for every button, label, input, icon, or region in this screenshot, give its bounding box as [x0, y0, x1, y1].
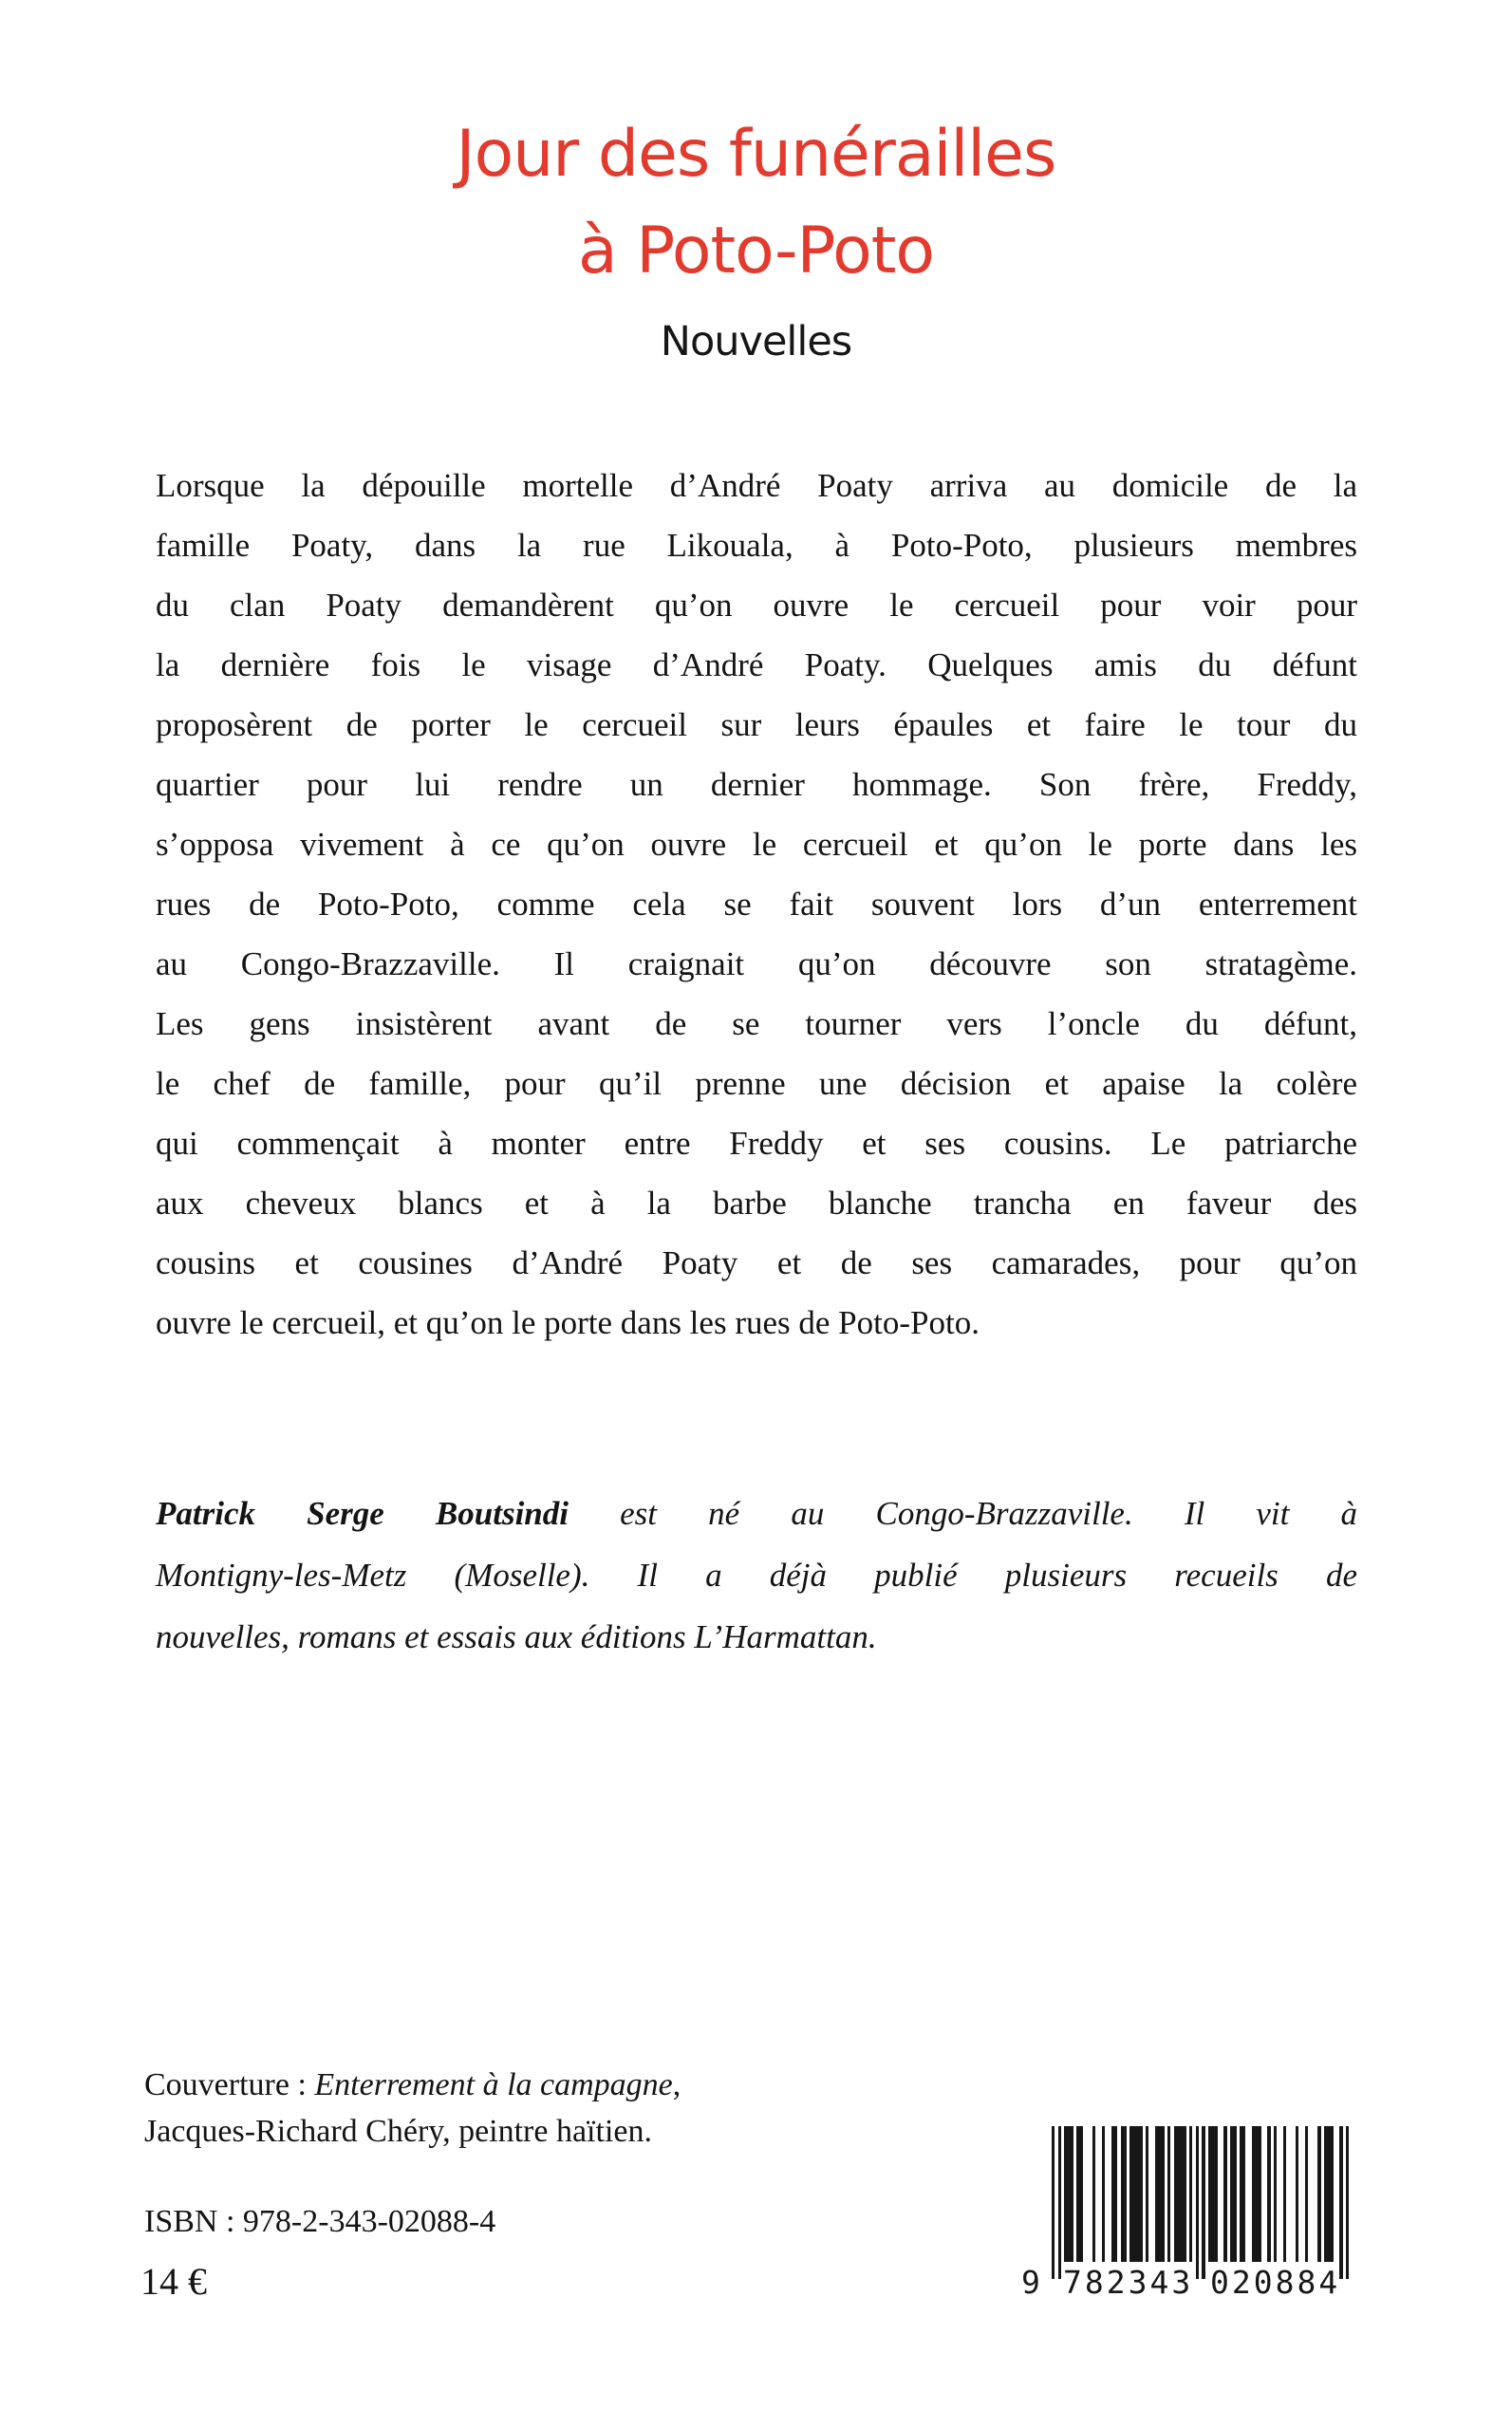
synopsis-line: du clan Poaty demandèrent qu’on ouvre le cercueil pour voir pour — [156, 587, 1357, 624]
synopsis-line: cousins et cousines d’André Poaty et de ses camarades, pour qu’on — [156, 1244, 1357, 1281]
book-title-line2: à Poto-Poto — [578, 214, 934, 289]
barcode — [1021, 2126, 1350, 2301]
barcode-digits-group1: 782343 — [1063, 2264, 1194, 2301]
cover-credit-line2: Jacques-Richard Chéry, peintre haïtien. — [144, 2114, 652, 2149]
isbn-label: ISBN : — [144, 2204, 243, 2239]
book-title-line1: Jour des funérailles — [456, 117, 1056, 192]
isbn-value: 978-2-343-02088-4 — [242, 2204, 496, 2239]
synopsis-line: au Congo-Brazzaville. Il craignait qu’on découvre son stratagème. — [156, 945, 1357, 982]
author-bio-text: est né au Congo-Brazzaville. Il vit à — [569, 1495, 1357, 1532]
cover-credit-comma: , — [672, 2067, 681, 2102]
synopsis — [156, 456, 1357, 1353]
synopsis-line: qui commençait à monter entre Freddy et ses cousins. Le patriarche — [156, 1125, 1357, 1162]
author-name: Patrick Serge Boutsindi — [156, 1495, 569, 1532]
isbn — [144, 2204, 495, 2240]
author-bio-line: Montigny-les-Metz (Moselle). Il a déjà publié plusieurs recueils de — [156, 1557, 1357, 1594]
cover-artwork-title: Enterrement à la campagne — [314, 2067, 673, 2102]
barcode-digits-group2: 020884 — [1210, 2264, 1341, 2301]
barcode-digits — [1021, 2260, 1350, 2301]
cover-credit-line1 — [144, 2062, 866, 2108]
author-bio-line — [156, 1483, 1357, 1544]
synopsis-line: aux cheveux blancs et à la barbe blanche trancha en faveur des — [156, 1185, 1357, 1222]
cover-credit-label: Couverture : — [144, 2067, 315, 2102]
synopsis-line: ouvre le cercueil, et qu’on le porte dans les rues de Poto-Poto. — [156, 1304, 980, 1341]
price: 14 € — [140, 2260, 207, 2303]
synopsis-line: s’opposa vivement à ce qu’on ouvre le cercueil et qu’on le porte dans les — [156, 826, 1357, 863]
synopsis-line: proposèrent de porter le cercueil sur leurs épaules et faire le tour du — [156, 706, 1357, 743]
synopsis-line: famille Poaty, dans la rue Likouala, à Poto-Poto, plusieurs membres — [156, 527, 1357, 564]
synopsis-line: la dernière fois le visage d’André Poaty. Quelques amis du défunt — [156, 646, 1357, 683]
synopsis-line: Lorsque la dépouille mortelle d’André Poaty arriva au domicile de la — [156, 467, 1357, 504]
barcode-digit-first: 9 — [1021, 2264, 1040, 2301]
synopsis-line: rues de Poto-Poto, comme cela se fait souvent lors d’un enterrement — [156, 886, 1357, 923]
synopsis-line: quartier pour lui rendre un dernier hommage. Son frère, Freddy, — [156, 766, 1357, 803]
book-title — [0, 106, 1512, 370]
barcode-bars — [1052, 2126, 1350, 2281]
genre-subtitle: Nouvelles — [660, 318, 852, 365]
cover-credit — [144, 2062, 866, 2155]
author-bio — [156, 1483, 1357, 1668]
author-bio-line: nouvelles, romans et essais aux éditions L’Harmattan. — [156, 1618, 877, 1655]
synopsis-line: le chef de famille, pour qu’il prenne une décision et apaise la colère — [156, 1065, 1357, 1102]
synopsis-line: Les gens insistèrent avant de se tourner vers l’oncle du défunt, — [156, 1005, 1357, 1042]
